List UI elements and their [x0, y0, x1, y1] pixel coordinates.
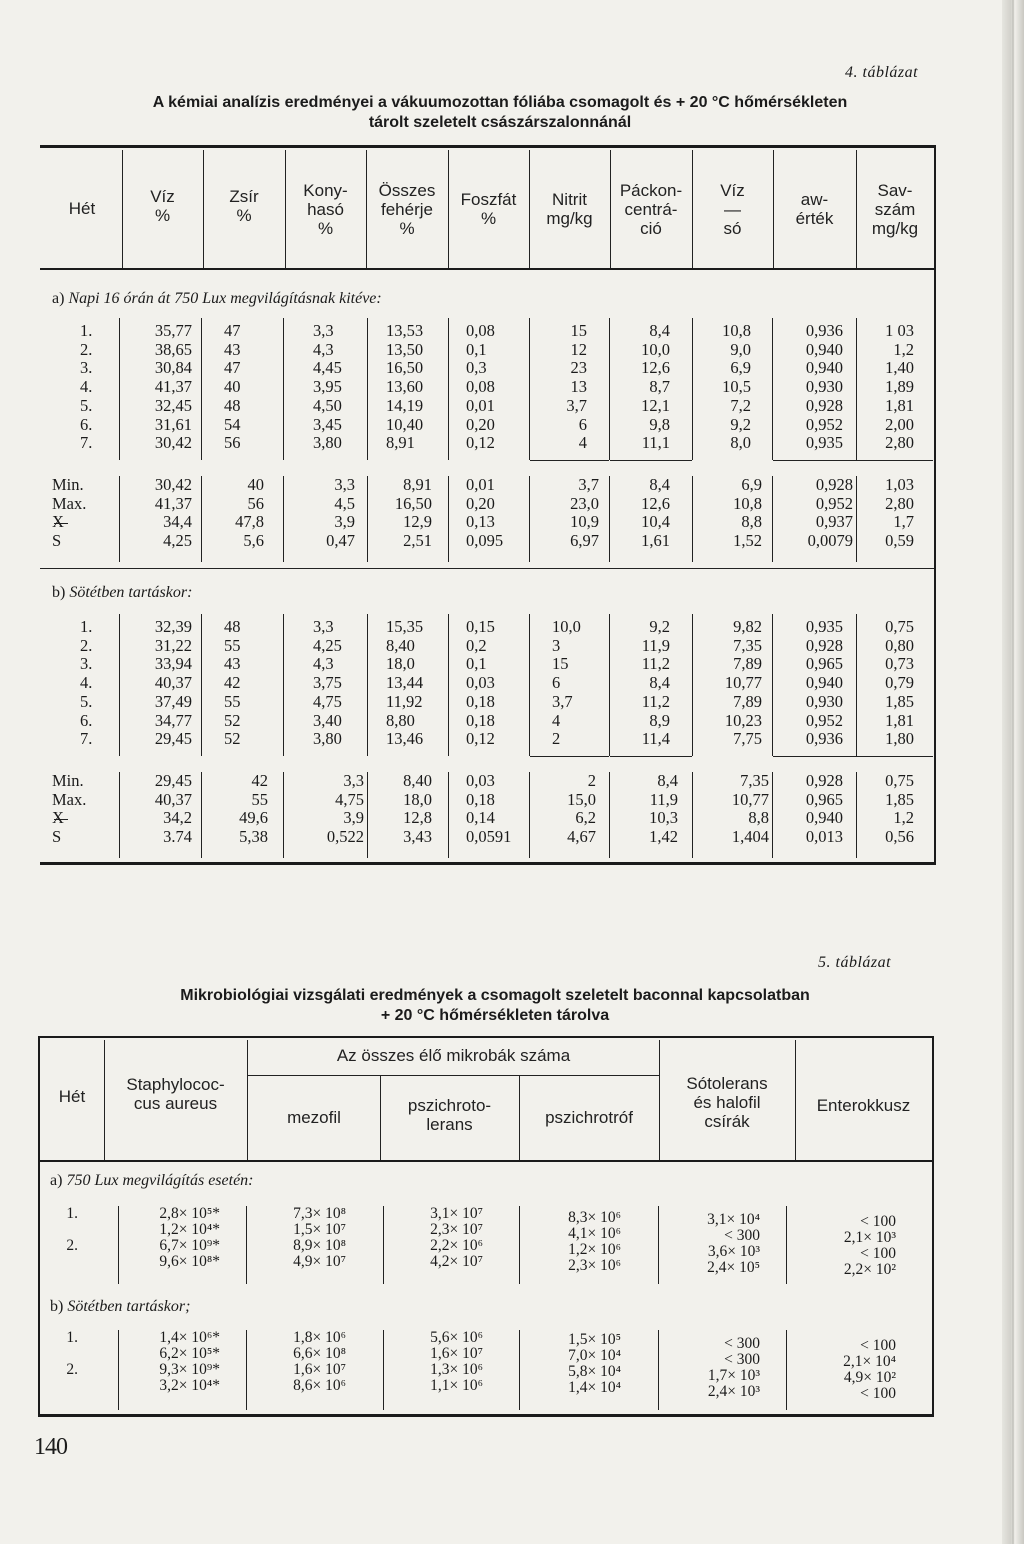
t5-col-sep — [246, 1330, 247, 1410]
t4-a-savszam: 1 03 1,2 1,40 1,89 1,81 2,00 2,80 — [885, 321, 914, 453]
t5-section-a-label: 750 Lux megvilágítás esetén: — [66, 1172, 254, 1189]
t4-b-konyhaso: 3,3 4,25 4,3 3,75 4,75 3,40 3,80 — [313, 617, 342, 749]
t4-b-stat-konyhaso: 3,3 4,75 3,9 0,522 — [326, 771, 364, 847]
t5-b-mezofil: 1,8× 10⁶ 6,6× 10⁸ 1,6× 10⁷ 8,6× 10⁶ — [293, 1329, 346, 1394]
table4-top-rule — [40, 145, 936, 148]
t4-col-sep — [283, 614, 284, 756]
t5-a-staph: 2,8× 10⁵* 1,2× 10⁴* 6,7× 10⁹* 9,6× 10⁸* — [159, 1205, 220, 1270]
t4-b-stat-feherje: 8,40 18,0 12,8 3,43 — [403, 771, 432, 847]
t4-a-foszfat: 0,08 0,1 0,3 0,08 0,01 0,20 0,12 — [466, 321, 495, 453]
t5-a-pszichrotrof: 8,3× 10⁶ 4,1× 10⁶ 1,2× 10⁶ 2,3× 10⁶ — [568, 1209, 621, 1274]
table4-title-line2: tárolt szeletelt császárszalonnánál — [368, 114, 632, 131]
t4-a-stat-savszam: 1,03 2,80 1,7 0,59 — [885, 475, 914, 551]
t4-col-sep — [367, 614, 368, 756]
table4-title — [40, 93, 960, 133]
t4-row-rule — [610, 460, 692, 461]
t4-b-zsir: 48 55 43 42 55 52 52 — [224, 617, 241, 749]
table4-header-rule — [40, 268, 936, 270]
t4-header-aw: aw- érték — [795, 190, 834, 228]
table4-title-line1: A kémiai analízis eredményei a vákuumozottan fóliába csomagolt és + 20 °C hőmérsékleten — [152, 94, 848, 111]
t4-col-sep — [448, 772, 449, 858]
t5-a-enterokkusz: < 100 2,1× 10³ < 100 2,2× 10² — [843, 1213, 896, 1278]
t5-a-sotolerans: 3,1× 10⁴ < 300 3,6× 10³ 2,4× 10⁵ — [707, 1211, 760, 1276]
t4-section-rule — [40, 568, 934, 569]
t5-col-sep — [246, 1206, 247, 1284]
t4-header-viz: Víz % — [150, 187, 175, 225]
t4-a-zsir: 47 43 47 40 48 54 56 — [224, 321, 241, 453]
t4-b-het: 1. 2. 3. 4. 5. 6. 7. — [80, 617, 93, 749]
t4-b-stat-packon: 8,4 11,9 10,3 1,42 — [649, 771, 678, 847]
t4-section-b-label: Sötétben tartáskor: — [69, 584, 193, 601]
t5-section-a-prefix: a) — [50, 1172, 63, 1189]
t4-a-vizso: 10,8 9,0 6,9 10,5 7,2 9,2 8,0 — [722, 321, 751, 453]
t4-col-sep — [448, 614, 449, 756]
table5-right-border — [932, 1036, 934, 1416]
t5-header-sotolerans: Sótolerans és halofil csírák — [686, 1074, 768, 1131]
t5-col-sep — [786, 1206, 787, 1284]
t4-a-packon: 8,4 10,0 12,6 8,7 12,1 9,8 11,1 — [641, 321, 670, 453]
t4-header-packon: Páckon- centrá- ció — [619, 181, 683, 238]
t4-a-stat-nitrit: 3,7 23,0 10,9 6,97 — [570, 475, 599, 551]
t4-a-aw: 0,936 0,940 0,940 0,930 0,928 0,952 0,935 — [805, 321, 843, 453]
table5-header-rule — [38, 1160, 934, 1162]
t5-col-sep — [118, 1206, 119, 1284]
t5-col-sep — [383, 1330, 384, 1410]
t4-b-stat-zsir: 42 55 49,6 5,38 — [239, 771, 268, 847]
t4-b-stat-viz: 29,45 40,37 34,2 3.74 — [154, 771, 192, 847]
t4-b-nitrit: 10,0 3 15 6 3,7 4 2 — [552, 617, 581, 749]
t4-header-savszam: Sav- szám mg/kg — [871, 181, 919, 238]
t4-row-rule — [773, 460, 933, 461]
t5-col-sep — [786, 1330, 787, 1410]
t5-col-sep — [118, 1330, 119, 1410]
table5-number: 5. táblázat — [818, 954, 892, 971]
t5-col-sep — [519, 1206, 520, 1284]
t4-header-zsir: Zsír % — [229, 187, 259, 225]
t5-group-rule — [248, 1075, 659, 1076]
t4-b-stat-aw: 0,928 0,965 0,940 0,013 — [805, 771, 843, 847]
t4-a-stat-viz: 30,42 41,37 34,4 4,25 — [154, 475, 192, 551]
t4-b-stat-vizso: 7,35 10,77 8,8 1,404 — [731, 771, 769, 847]
t4-a-stat-foszfat: 0,01 0,20 0,13 0,095 — [466, 475, 504, 551]
t4-a-stat-vizso: 6,9 10,8 8,8 1,52 — [733, 475, 762, 551]
t5-header-het: Hét — [58, 1087, 86, 1106]
t4-b-foszfat: 0,15 0,2 0,1 0,03 0,18 0,18 0,12 — [466, 617, 495, 749]
t5-col-sep — [519, 1330, 520, 1410]
t4-section-a — [52, 290, 382, 308]
t5-b-pszichrotrof: 1,5× 10⁵ 7,0× 10⁴ 5,8× 10⁴ 1,4× 10⁴ — [568, 1331, 621, 1396]
t5-header-group: Az összes élő mikrobák száma — [336, 1046, 571, 1065]
t5-col-sep — [383, 1206, 384, 1284]
t4-row-rule — [530, 756, 609, 757]
t4-row-rule — [530, 460, 609, 461]
t4-header-vizso: Víz — só — [720, 181, 745, 238]
t4-header-het: Hét — [68, 199, 96, 218]
t4-section-b — [52, 584, 192, 602]
t4-a-konyhaso: 3,3 4,3 4,45 3,95 4,50 3,45 3,80 — [313, 321, 342, 453]
table4-number: 4. táblázat — [845, 64, 919, 81]
t4-col-sep — [201, 318, 202, 460]
t4-b-viz: 32,39 31,22 33,94 40,37 37,49 34,77 29,45 — [154, 617, 192, 749]
t4-b-vizso: 9,82 7,35 7,89 10,77 7,89 10,23 7,75 — [724, 617, 762, 749]
t5-b-het: 1. 2. — [66, 1329, 78, 1378]
t5-b-staph: 1,4× 10⁶* 6,2× 10⁵* 9,3× 10⁹* 3,2× 10⁴* — [159, 1329, 220, 1394]
t4-col-sep — [201, 614, 202, 756]
t4-a-stat-feherje: 8,91 16,50 12,9 2,51 — [394, 475, 432, 551]
t5-b-sotolerans: < 300 < 300 1,7× 10³ 2,4× 10³ — [707, 1335, 760, 1400]
t5-header-staph: Staphylococ- cus aureus — [126, 1075, 225, 1113]
t5-header-mezofil: mezofil — [287, 1108, 341, 1127]
t4-header-nitrit: Nitrit mg/kg — [546, 190, 593, 228]
t5-b-enterokkusz: < 100 2,1× 10⁴ 4,9× 10² < 100 — [843, 1337, 896, 1402]
t5-section-b-label: Sötétben tartáskor; — [67, 1298, 191, 1315]
t5-col-sep — [658, 1330, 659, 1410]
t4-b-feherje: 15,35 8,40 18,0 13,44 11,92 8,80 13,46 — [386, 617, 424, 749]
t4-header-feherje: Összes fehérje % — [378, 181, 436, 238]
t4-a-viz: 35,77 38,65 30,84 41,37 32,45 31,61 30,42 — [154, 321, 192, 453]
t4-a-stat-labels: Min. Max. X S — [52, 475, 87, 551]
t4-col-sep — [367, 318, 368, 460]
t5-section-b-prefix: b) — [50, 1298, 64, 1315]
t5-a-het: 1. 2. — [66, 1205, 78, 1254]
t5-col-sep — [658, 1206, 659, 1284]
t4-a-stat-zsir: 40 56 47,8 5,6 — [235, 475, 264, 551]
t4-b-stat-foszfat: 0,03 0,18 0,14 0,0591 — [466, 771, 512, 847]
t4-b-stat-savszam: 0,75 1,85 1,2 0,56 — [885, 771, 914, 847]
t4-section-a-label: Napi 16 órán át 750 Lux megvilágításnak kitéve: — [68, 290, 382, 307]
t5-section-b — [50, 1298, 190, 1316]
table5-title-line2: + 20 °C hőmérsékleten tárolva — [380, 1007, 610, 1024]
t4-b-stat-labels: Min. Max. X S — [52, 771, 87, 847]
t5-section-a — [50, 1172, 254, 1190]
t4-a-nitrit: 15 12 23 13 3,7 6 4 — [566, 321, 587, 453]
t5-a-pszichrotolerans: 3,1× 10⁷ 2,3× 10⁷ 2,2× 10⁶ 4,2× 10⁷ — [430, 1205, 483, 1270]
table5-top-rule — [38, 1036, 934, 1038]
t4-col-sep — [448, 318, 449, 460]
t4-b-stat-nitrit: 2 15,0 6,2 4,67 — [567, 771, 596, 847]
t5-a-mezofil: 7,3× 10⁸ 1,5× 10⁷ 8,9× 10⁸ 4,9× 10⁷ — [293, 1205, 346, 1270]
t4-col-sep — [283, 318, 284, 460]
t5-header-pszichrotolerans: pszichroto- lerans — [407, 1096, 492, 1134]
table4-right-border — [934, 145, 936, 865]
table5-title — [40, 986, 950, 1026]
t4-header-konyhaso: Kony- hasó % — [303, 181, 348, 238]
t4-b-savszam: 0,75 0,80 0,73 0,79 1,85 1,81 1,80 — [885, 617, 914, 749]
page-edge-shadow — [1012, 0, 1014, 1544]
t4-a-stat-aw: 0,928 0,952 0,937 0,0079 — [807, 475, 853, 551]
t4-a-het: 1. 2. 3. 4. 5. 6. 7. — [80, 321, 93, 453]
table5-bottom-rule — [38, 1414, 934, 1417]
t4-col-sep — [448, 476, 449, 562]
t4-col-sep — [529, 614, 530, 756]
t4-row-rule — [610, 756, 692, 757]
t4-a-stat-packon: 8,4 12,6 10,4 1,61 — [641, 475, 670, 551]
page-number: 140 — [34, 1434, 67, 1460]
table4-bottom-rule — [40, 862, 936, 865]
t4-b-aw: 0,935 0,928 0,965 0,940 0,930 0,952 0,936 — [805, 617, 843, 749]
t4-a-feherje: 13,53 13,50 16,50 13,60 14,19 10,40 8,91 — [386, 321, 424, 453]
t4-a-stat-konyhaso: 3,3 4,5 3,9 0,47 — [326, 475, 355, 551]
table5-title-line1: Mikrobiológiai vizsgálati eredmények a csomagolt szeletelt baconnal kapcsolatban — [180, 987, 810, 1004]
t5-header-enterokkusz: Enterokkusz — [816, 1096, 911, 1115]
t4-section-b-prefix: b) — [52, 584, 66, 601]
t4-row-rule — [773, 756, 933, 757]
t5-b-pszichrotolerans: 5,6× 10⁶ 1,6× 10⁷ 1,3× 10⁶ 1,1× 10⁶ — [430, 1329, 483, 1394]
t5-header-pszichrotrof: pszichrotróf — [545, 1108, 633, 1127]
t4-b-packon: 9,2 11,9 11,2 8,4 11,2 8,9 11,4 — [641, 617, 670, 749]
t4-section-a-prefix: a) — [52, 290, 65, 307]
t4-header-foszfat: Foszfát % — [460, 190, 517, 228]
